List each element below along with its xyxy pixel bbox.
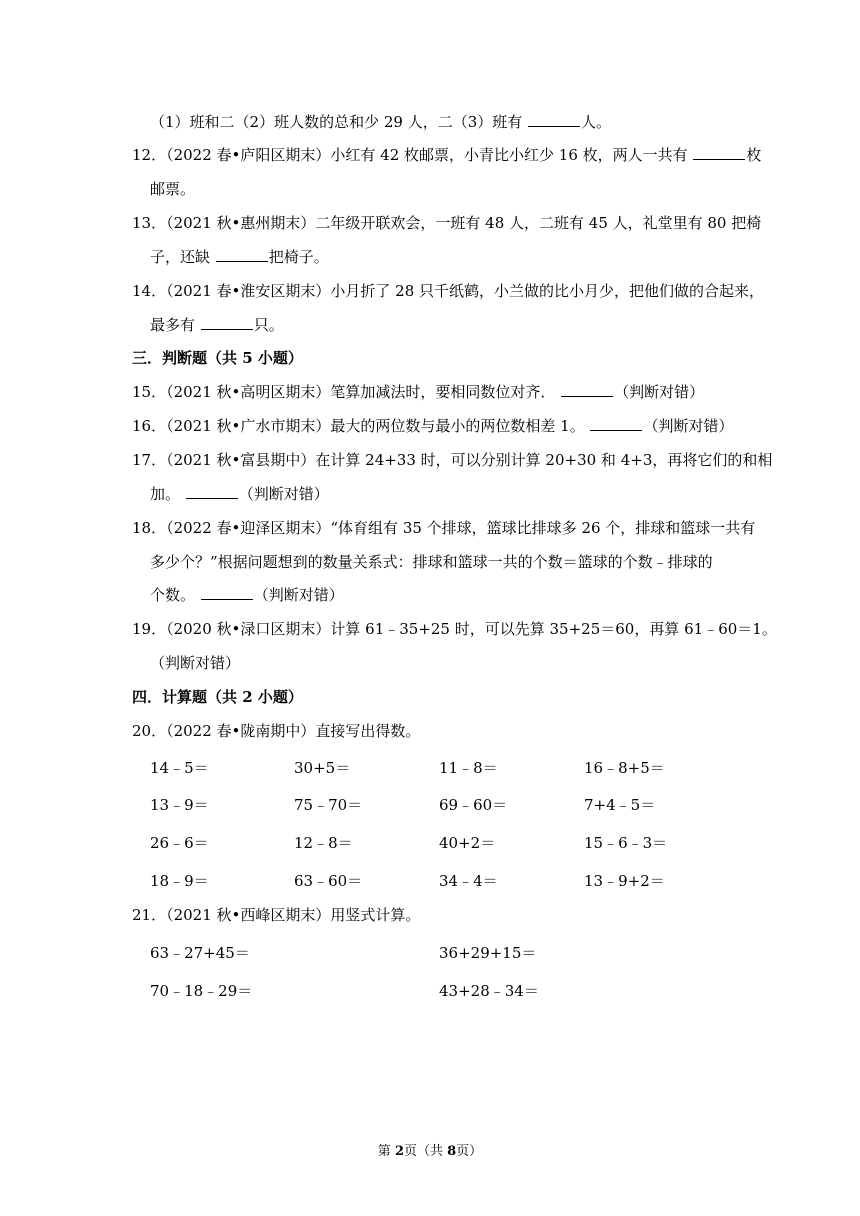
answer-blank[interactable] [201, 315, 253, 330]
answer-blank[interactable] [186, 484, 238, 499]
section-4-heading: 四．计算题（共 2 小题） [132, 688, 303, 706]
total-pages: 8 [447, 1144, 457, 1159]
q20-item: 12﹣8＝ [294, 834, 353, 852]
q21-item: 43+28﹣34＝ [439, 982, 539, 1000]
q20-item: 18﹣9＝ [150, 872, 209, 890]
q21-item: 70﹣18﹣29＝ [150, 982, 253, 1000]
q20-item: 7+4﹣5＝ [584, 796, 656, 814]
q20-item: 69﹣60＝ [439, 796, 508, 814]
q20-row [150, 870, 770, 890]
q11-continuation: （1）班和二（2）班人数的总和少 29 人，二（3）班有 人。 [150, 113, 612, 131]
answer-blank[interactable] [590, 416, 642, 431]
question-21: 21．（2021 秋•西峰区期末）用竖式计算。 [132, 906, 421, 924]
question-18-line-2: 多少个？”根据问题想到的数量关系式：排球和篮球一共的个数＝篮球的个数﹣排球的 [150, 553, 713, 571]
question-18-line-3: 个数。 （判断对错） [150, 586, 344, 604]
q21-item: 36+29+15＝ [439, 944, 537, 962]
question-12-line-2: 邮票。 [150, 180, 196, 198]
q20-item: 26﹣6＝ [150, 834, 209, 852]
q20-item: 34﹣4＝ [439, 872, 498, 890]
q20-row [150, 832, 770, 852]
question-17-line-1: 17．（2021 秋•富县期中）在计算 24+33 时，可以分别计算 20+30 和 4+3，再将它们的和相 [132, 451, 773, 469]
page-number: 2 [394, 1144, 404, 1159]
question-14-line-1: 14．（2021 春•淮安区期末）小月折了 28 只千纸鹤，小兰做的比小月少，把他们做的合起来， [132, 282, 765, 300]
q20-item: 14﹣5＝ [150, 759, 209, 777]
question-15: 15．（2021 秋•高明区期末）笔算加减法时，要相同数位对齐． （判断对错） [132, 383, 705, 401]
q20-item: 30+5＝ [294, 759, 351, 777]
question-19-line-1: 19．（2020 秋•渌口区期末）计算 61﹣35+25 时，可以先算 35+25＝60，再算 61﹣60＝1。 [132, 620, 777, 638]
answer-blank[interactable] [216, 247, 268, 262]
q21-item: 63﹣27+45＝ [150, 944, 250, 962]
q20-item: 40+2＝ [439, 834, 496, 852]
answer-blank[interactable] [201, 585, 253, 600]
q20-row [150, 757, 770, 777]
answer-blank[interactable] [561, 382, 613, 397]
answer-blank[interactable] [528, 112, 580, 127]
question-17-line-2: 加。 （判断对错） [150, 485, 329, 503]
q20-item: 75﹣70＝ [294, 796, 363, 814]
answer-blank[interactable] [693, 145, 745, 160]
question-13-line-2: 子，还缺 把椅子。 [150, 248, 329, 266]
q21-row [150, 980, 770, 1000]
q20-item: 11﹣8＝ [439, 759, 498, 777]
question-12-line-1: 12．（2022 春•庐阳区期末）小红有 42 枚邮票，小青比小红少 16 枚，两人一共有 枚 [132, 146, 762, 164]
q20-item: 63﹣60＝ [294, 872, 363, 890]
question-14-line-2: 最多有 只。 [150, 316, 284, 334]
q20-item: 16﹣8+5＝ [584, 759, 665, 777]
section-3-heading: 三．判断题（共 5 小题） [132, 349, 303, 367]
q21-row [150, 942, 770, 962]
question-16: 16．（2021 秋•广水市期末）最大的两位数与最小的两位数相差 1。 （判断对错） [132, 417, 734, 435]
q20-item: 15﹣6﹣3＝ [584, 834, 668, 852]
q20-row [150, 794, 770, 814]
question-18-line-1: 18．（2022 春•迎泽区期末）“体育组有 35 个排球，篮球比排球多 26 个，排球和篮球一共有 [132, 519, 756, 537]
q20-item: 13﹣9+2＝ [584, 872, 665, 890]
question-20: 20．（2022 春•陇南期中）直接写出得数。 [132, 722, 421, 740]
question-19-line-2: （判断对错） [150, 654, 241, 672]
question-13-line-1: 13．（2021 秋•惠州期末）二年级开联欢会，一班有 48 人，二班有 45 人，礼堂里有 80 把椅 [132, 214, 762, 232]
q20-item: 13﹣9＝ [150, 796, 209, 814]
page-footer: 第 2页（共 8页） [377, 1144, 483, 1159]
